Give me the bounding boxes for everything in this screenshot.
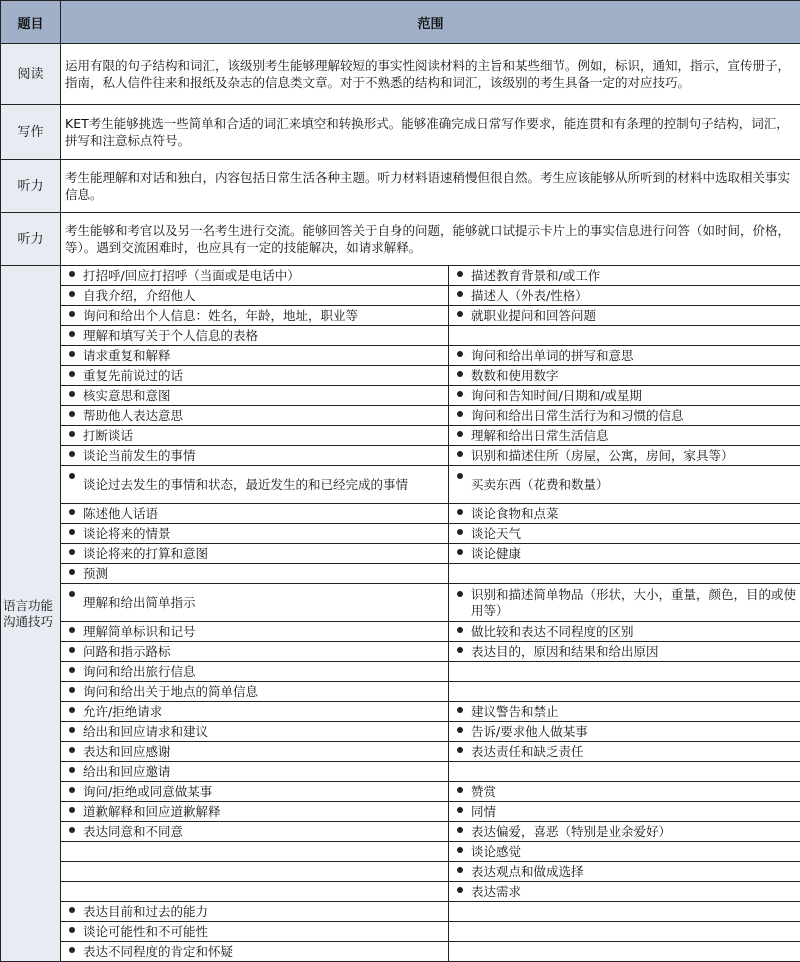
bullet-icon <box>69 391 75 397</box>
skill-text: 识别和描述住所（房屋，公寓，房间，家具等） <box>471 448 734 463</box>
skill-row <box>1 822 800 842</box>
bullet-icon <box>69 707 75 713</box>
bullet-icon <box>457 787 463 793</box>
skill-text: 建议警告和禁止 <box>471 704 559 719</box>
skill-row <box>1 802 800 822</box>
bullet-icon <box>69 569 75 575</box>
skills-topic-label: 语言功能沟通技巧 <box>1 266 61 962</box>
skill-item-left <box>61 564 449 584</box>
skill-item-left <box>61 504 449 524</box>
skill-text: 帮助他人表达意思 <box>83 408 183 423</box>
bullet-icon <box>69 747 75 753</box>
section-description: 考生能够和考官以及另一名考生进行交流。能够回答关于自身的问题，能够就口试提示卡片上的事实信息进行问答（如时间，价格，等）。遇到交流困难时，也应具有一定的技能解决，如请求解释。 <box>61 213 800 266</box>
skill-text: 表达目的，原因和结果和给出原因 <box>471 644 659 659</box>
bullet-icon <box>69 787 75 793</box>
bullet-icon <box>69 509 75 515</box>
skill-text: 打断谈话 <box>83 428 133 443</box>
skill-item-left <box>61 722 449 742</box>
skill-text: 重复先前说过的话 <box>83 368 183 383</box>
skill-row <box>1 902 800 922</box>
skill-text: 允许/拒绝请求 <box>83 704 162 719</box>
bullet-icon <box>457 887 463 893</box>
header-row <box>1 1 800 44</box>
skill-item-right <box>449 584 800 622</box>
skill-item-right <box>449 426 800 446</box>
skill-text: 表达偏爱，喜恶（特别是业余爱好） <box>471 824 671 839</box>
bullet-icon <box>69 927 75 933</box>
skill-text: 理解简单标识和记号 <box>83 624 196 639</box>
section-row-listening <box>1 160 800 213</box>
skill-text: 谈论可能性和不可能性 <box>83 924 208 939</box>
bullet-icon <box>457 391 463 397</box>
skill-item-left <box>61 642 449 662</box>
skill-item-right <box>449 722 800 742</box>
skill-row <box>1 306 800 326</box>
skill-row <box>1 782 800 802</box>
skill-row <box>1 742 800 762</box>
skill-row <box>1 762 800 782</box>
skill-text: 表达观点和做成选择 <box>471 864 584 879</box>
skill-item-left <box>61 902 449 922</box>
skill-item-left <box>61 622 449 642</box>
bullet-icon <box>457 747 463 753</box>
skill-text: 数数和使用数字 <box>471 368 559 383</box>
bullet-icon <box>69 331 75 337</box>
skill-text: 询问和给出关于地点的简单信息 <box>83 684 258 699</box>
skill-text: 谈论将来的情景 <box>83 526 171 541</box>
section-row-reading <box>1 44 800 105</box>
section-description: 考生能理解和对话和独白，内容包括日常生活各种主题。听力材料语速稍慢但很自然。考生应该能够从所听到的材料中选取相关事实信息。 <box>61 160 800 213</box>
skill-text: 给出和回应请求和建议 <box>83 724 208 739</box>
bullet-icon <box>69 451 75 457</box>
skill-item-left <box>61 922 449 942</box>
skill-text: 询问和给出旅行信息 <box>83 664 196 679</box>
skill-text: 理解和填写关于个人信息的表格 <box>83 328 258 343</box>
bullet-icon <box>69 647 75 653</box>
skill-text: 谈论将来的打算和意图 <box>83 546 208 561</box>
skill-item-left <box>61 326 449 346</box>
section-topic: 听力 <box>1 160 61 213</box>
bullet-icon <box>69 667 75 673</box>
skill-text: 就职业提问和回答问题 <box>471 308 596 323</box>
bullet-icon <box>457 529 463 535</box>
bullet-icon <box>457 411 463 417</box>
skill-item-right <box>449 544 800 564</box>
bullet-icon <box>69 549 75 555</box>
skill-text: 核实意思和意图 <box>83 388 171 403</box>
skill-row <box>1 622 800 642</box>
skill-item-left <box>61 682 449 702</box>
skill-text: 谈论天气 <box>471 526 521 541</box>
bullet-icon <box>69 371 75 377</box>
skill-text: 道歉解释和回应道歉解释 <box>83 804 221 819</box>
skill-row <box>1 564 800 584</box>
bullet-icon <box>457 291 463 297</box>
skill-row <box>1 446 800 466</box>
skill-row <box>1 584 800 622</box>
empty-cell <box>449 762 800 782</box>
bullet-icon <box>457 509 463 515</box>
bullet-icon <box>457 549 463 555</box>
skill-item-left <box>61 584 449 622</box>
bullet-icon <box>69 727 75 733</box>
skill-row <box>1 524 800 544</box>
skill-item-left <box>61 466 449 504</box>
skill-row <box>1 504 800 524</box>
bullet-icon <box>69 591 75 597</box>
bullet-icon <box>457 827 463 833</box>
scope-header: 范围 <box>61 1 800 44</box>
skill-item-right <box>449 742 800 762</box>
bullet-icon <box>69 687 75 693</box>
skill-text: 买卖东西（花费和数量） <box>471 477 609 492</box>
skill-text: 识别和描述简单物品（形状，大小，重量，颜色，目的或使用等） <box>471 587 796 618</box>
skill-text: 陈述他人话语 <box>83 506 158 521</box>
bullet-icon <box>69 351 75 357</box>
bullet-icon <box>457 727 463 733</box>
section-topic: 写作 <box>1 105 61 160</box>
skill-item-left <box>61 286 449 306</box>
bullet-icon <box>69 411 75 417</box>
skill-text: 请求重复和解释 <box>83 348 171 363</box>
skill-item-right <box>449 306 800 326</box>
section-topic: 听力 <box>1 213 61 266</box>
skill-text: 预测 <box>83 566 108 581</box>
section-topic: 阅读 <box>1 44 61 105</box>
skill-row <box>1 702 800 722</box>
skill-text: 谈论当前发生的事情 <box>83 448 196 463</box>
skill-row <box>1 286 800 306</box>
skill-item-right <box>449 702 800 722</box>
skill-row <box>1 326 800 346</box>
skill-item-left <box>61 762 449 782</box>
skill-item-left <box>61 346 449 366</box>
bullet-icon <box>457 271 463 277</box>
skill-item-right <box>449 446 800 466</box>
skill-item-right <box>449 782 800 802</box>
skill-item-right <box>449 802 800 822</box>
section-description: KET考生能够挑选一些简单和合适的词汇来填空和转换形式。能够准确完成日常写作要求，能连贯和有条理的控制句子结构，词汇，拼写和注意标点符号。 <box>61 105 800 160</box>
skill-item-right <box>449 822 800 842</box>
empty-cell <box>449 662 800 682</box>
skill-item-left <box>61 524 449 544</box>
section-row-speaking <box>1 213 800 266</box>
skill-text: 表达目前和过去的能力 <box>83 904 208 919</box>
bullet-icon <box>457 311 463 317</box>
skill-row <box>1 366 800 386</box>
skill-text: 询问/拒绝或同意做某事 <box>83 784 212 799</box>
topic-header: 题目 <box>1 1 61 44</box>
skill-text: 表达不同程度的肯定和怀疑 <box>83 944 233 959</box>
skill-item-left <box>61 306 449 326</box>
empty-cell <box>449 326 800 346</box>
bullet-icon <box>69 431 75 437</box>
skill-text: 告诉/要求他人做某事 <box>471 724 588 739</box>
skill-item-right <box>449 466 800 504</box>
skill-row <box>1 922 800 942</box>
skill-row <box>1 266 800 286</box>
bullet-icon <box>457 431 463 437</box>
skill-item-right <box>449 386 800 406</box>
skill-item-right <box>449 266 800 286</box>
skill-item-right <box>449 642 800 662</box>
skill-text: 表达需求 <box>471 884 521 899</box>
bullet-icon <box>69 947 75 953</box>
skill-text: 表达责任和缺乏责任 <box>471 744 584 759</box>
bullet-icon <box>69 311 75 317</box>
skill-item-right <box>449 406 800 426</box>
skill-item-left <box>61 802 449 822</box>
skill-text: 打招呼/回应打招呼（当面或是电话中） <box>83 268 300 283</box>
skill-row <box>1 346 800 366</box>
bullet-icon <box>69 291 75 297</box>
bullet-icon <box>69 807 75 813</box>
skill-row <box>1 544 800 564</box>
skill-text: 自我介绍，介绍他人 <box>83 288 196 303</box>
empty-cell <box>449 564 800 584</box>
skill-item-left <box>61 782 449 802</box>
skill-item-left <box>61 544 449 564</box>
skill-item-right <box>449 862 800 882</box>
empty-cell <box>61 862 449 882</box>
skill-text: 理解和给出简单指示 <box>83 595 196 610</box>
bullet-icon <box>457 371 463 377</box>
skill-item-right <box>449 504 800 524</box>
bullet-icon <box>457 627 463 633</box>
skill-item-right <box>449 286 800 306</box>
skill-row <box>1 842 800 862</box>
skill-text: 给出和回应邀请 <box>83 764 171 779</box>
skill-text: 谈论食物和点菜 <box>471 506 559 521</box>
skill-row <box>1 642 800 662</box>
empty-cell <box>61 882 449 902</box>
section-description: 运用有限的句子结构和词汇，该级别考生能够理解较短的事实性阅读材料的主旨和某些细节。例如，标识，通知，指示，宣传册子，指南，私人信件往来和报纸及杂志的信息类文章。对于不熟悉的结构和词汇，该级别的考生具备一定的对应技巧。 <box>61 44 800 105</box>
skill-text: 做比较和表达不同程度的区别 <box>471 624 634 639</box>
skill-text: 询问和给出单词的拼写和意思 <box>471 348 634 363</box>
skill-row <box>1 466 800 504</box>
skill-item-right <box>449 366 800 386</box>
empty-cell <box>61 842 449 862</box>
bullet-icon <box>457 647 463 653</box>
bullet-icon <box>457 807 463 813</box>
skill-row <box>1 406 800 426</box>
skill-row <box>1 662 800 682</box>
skill-text: 赞赏 <box>471 784 496 799</box>
skill-item-left <box>61 742 449 762</box>
skill-row <box>1 426 800 446</box>
skill-item-left <box>61 426 449 446</box>
empty-cell <box>449 922 800 942</box>
skill-text: 描述教育背景和/或工作 <box>471 268 600 283</box>
skill-item-right <box>449 346 800 366</box>
skill-row <box>1 722 800 742</box>
skill-text: 表达和回应感谢 <box>83 744 171 759</box>
skill-text: 谈论过去发生的事情和状态，最近发生的和已经完成的事情 <box>83 477 408 492</box>
bullet-icon <box>457 351 463 357</box>
bullet-icon <box>69 627 75 633</box>
bullet-icon <box>69 767 75 773</box>
skill-item-right <box>449 622 800 642</box>
skill-text: 询问和给出日常生活行为和习惯的信息 <box>471 408 684 423</box>
bullet-icon <box>457 707 463 713</box>
skill-row <box>1 862 800 882</box>
empty-cell <box>449 682 800 702</box>
skill-text: 同情 <box>471 804 496 819</box>
skill-item-left <box>61 822 449 842</box>
skill-row <box>1 682 800 702</box>
skill-text: 谈论健康 <box>471 546 521 561</box>
skill-item-left <box>61 386 449 406</box>
skill-item-left <box>61 446 449 466</box>
skill-item-left <box>61 662 449 682</box>
skill-item-left <box>61 266 449 286</box>
skill-text: 询问和告知时间/日期和/或星期 <box>471 388 642 403</box>
skill-item-left <box>61 406 449 426</box>
skills-body <box>1 266 800 962</box>
bullet-icon <box>457 591 463 597</box>
skill-text: 描述人（外表/性格） <box>471 288 588 303</box>
skill-item-left <box>61 702 449 722</box>
bullet-icon <box>69 827 75 833</box>
empty-cell <box>449 902 800 922</box>
skill-text: 谈论感觉 <box>471 844 521 859</box>
bullet-icon <box>69 473 75 479</box>
skill-item-right <box>449 524 800 544</box>
skill-text: 表达同意和不同意 <box>83 824 183 839</box>
bullet-icon <box>457 847 463 853</box>
skill-text: 理解和给出日常生活信息 <box>471 428 609 443</box>
bullet-icon <box>69 271 75 277</box>
skill-text: 询问和给出个人信息：姓名，年龄，地址，职业等 <box>83 308 358 323</box>
bullet-icon <box>457 867 463 873</box>
skill-item-right <box>449 882 800 902</box>
bullet-icon <box>457 473 463 479</box>
bullet-icon <box>457 451 463 457</box>
skill-row <box>1 882 800 902</box>
bullet-icon <box>69 529 75 535</box>
bullet-icon <box>69 907 75 913</box>
skill-item-right <box>449 842 800 862</box>
section-row-writing <box>1 105 800 160</box>
skill-row <box>1 386 800 406</box>
skill-text: 问路和指示路标 <box>83 644 171 659</box>
skill-item-left <box>61 366 449 386</box>
